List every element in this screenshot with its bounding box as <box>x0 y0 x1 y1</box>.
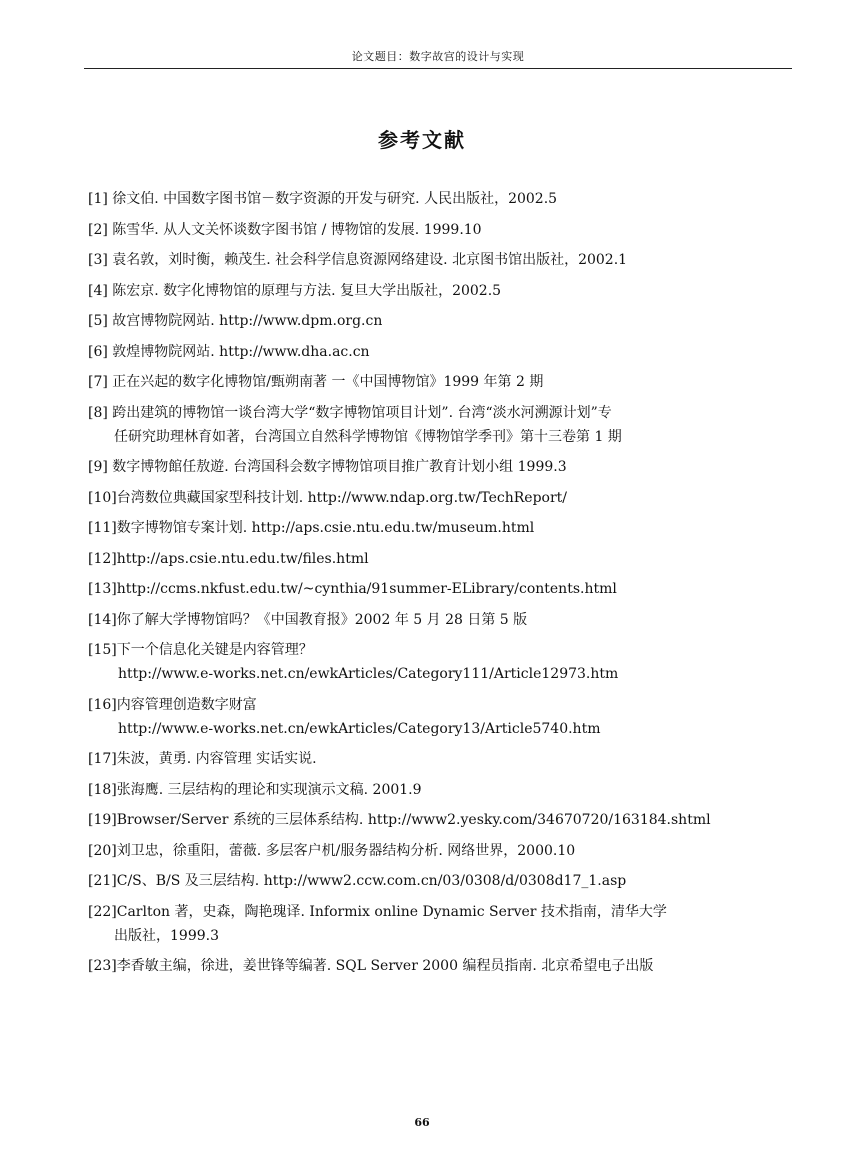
reference-line: [23]李香敏主编，徐进，姜世锋等编著. SQL Server 2000 编程员指南. 北京希望电子出版 <box>88 958 654 974</box>
reference-line: [13]http://ccms.nkfust.edu.tw/~cynthia/91summer-ELibrary/contents.html <box>88 581 617 597</box>
reference-continuation-line: 出版社，1999.3 <box>114 927 219 944</box>
reference-line: [5] 故宫博物院网站. http://www.dpm.org.cn <box>88 313 383 329</box>
reference-line: [7] 正在兴起的数字化博物馆/甄朔南著 一《中国博物馆》1999 年第 2 期 <box>88 374 544 390</box>
reference-item <box>88 547 788 571</box>
reference-line: [22]Carlton 著，史森，陶艳瑰译. Informix online Dynamic Server 技术指南，清华大学 <box>88 903 667 920</box>
reference-line: [2] 陈雪华. 从人文关怀谈数字图书馆 / 博物馆的发展. 1999.10 <box>88 221 482 238</box>
reference-line: [20]刘卫忠，徐重阳，蕾薇. 多层客户机/服务器结构分析. 网络世界，2000.10 <box>88 842 576 859</box>
reference-line: [17]朱波，黄勇. 内容管理 实话实说. <box>88 751 317 767</box>
reference-line: [10]台湾数位典藏国家型科技计划. http://www.ndap.org.tw/TechReport/ <box>88 489 568 506</box>
section-title: 参考文献 <box>378 128 466 152</box>
reference-item <box>88 869 788 893</box>
reference-item <box>88 486 788 510</box>
reference-item <box>88 248 788 272</box>
reference-item <box>88 778 788 802</box>
reference-item <box>88 279 788 303</box>
reference-line: [12]http://aps.csie.ntu.edu.tw/files.html <box>88 550 369 567</box>
reference-line: [6] 敦煌博物院网站. http://www.dha.ac.cn <box>88 343 370 360</box>
reference-item <box>88 608 788 632</box>
reference-line: [21]C/S、B/S 及三层结构. http://www2.ccw.com.cn/03/0308/d/0308d17_1.asp <box>88 873 627 889</box>
reference-item <box>88 747 788 771</box>
reference-item <box>88 516 788 540</box>
running-header: 论文题目：数字故宫的设计与实现 <box>351 50 525 63</box>
reference-item <box>88 370 788 394</box>
reference-item <box>88 187 788 211</box>
reference-line: [14]你了解大学博物馆吗？《中国教育报》2002 年 5 月 28 日第 5 版 <box>88 611 528 628</box>
reference-item <box>88 808 788 832</box>
reference-continuation-line: 任研究助理林育如著，台湾国立自然科学博物馆《博物馆学季刊》第十三卷第 1 期 <box>114 428 622 445</box>
reference-continuation-line: http://www.e-works.net.cn/ewkArticles/Category13/Article5740.htm <box>118 720 601 737</box>
reference-line: [15]下一个信息化关键是内容管理？ <box>88 642 313 658</box>
reference-line: [11]数字博物馆专案计划. http://aps.csie.ntu.edu.tw/museum.html <box>88 520 535 536</box>
reference-line: [18]张海鹰. 三层结构的理论和实现演示文稿. 2001.9 <box>88 781 422 798</box>
reference-item <box>88 577 788 601</box>
reference-line: [19]Browser/Server 系统的三层体系结构. http://www2.yesky.com/34670720/163184.shtml <box>88 812 711 828</box>
page-number: 66 <box>414 1116 430 1129</box>
reference-item <box>88 401 788 449</box>
header-rule <box>84 68 792 69</box>
reference-item <box>88 309 788 333</box>
reference-line: [8] 跨出建筑的博物馆一谈台湾大学“数字博物馆项目计划”. 台湾“淡水河溯源计划”专 <box>88 404 612 421</box>
reference-line: [1] 徐文伯. 中国数字图书馆－数字资源的开发与研究. 人民出版社，2002.5 <box>88 191 558 207</box>
reference-continuation-line: http://www.e-works.net.cn/ewkArticles/Category111/Article12973.htm <box>118 666 619 682</box>
reference-line: [4] 陈宏京. 数字化博物馆的原理与方法. 复旦大学出版社，2002.5 <box>88 282 502 299</box>
reference-item <box>88 900 788 948</box>
reference-item <box>88 218 788 242</box>
reference-item <box>88 340 788 364</box>
reference-line: [9] 数字博物館任敖遊. 台湾国科会数字博物馆项目推广教育计划小组 1999.3 <box>88 459 567 475</box>
reference-list <box>88 187 788 985</box>
reference-item <box>88 638 788 686</box>
reference-item <box>88 693 788 741</box>
reference-line: [16]内容管理创造数字财富 <box>88 696 257 713</box>
reference-item <box>88 839 788 863</box>
reference-line: [3] 袁名敦，刘时衡，赖茂生. 社会科学信息资源网络建设. 北京图书馆出版社，2002.1 <box>88 252 628 268</box>
reference-item <box>88 455 788 479</box>
reference-item <box>88 954 788 978</box>
